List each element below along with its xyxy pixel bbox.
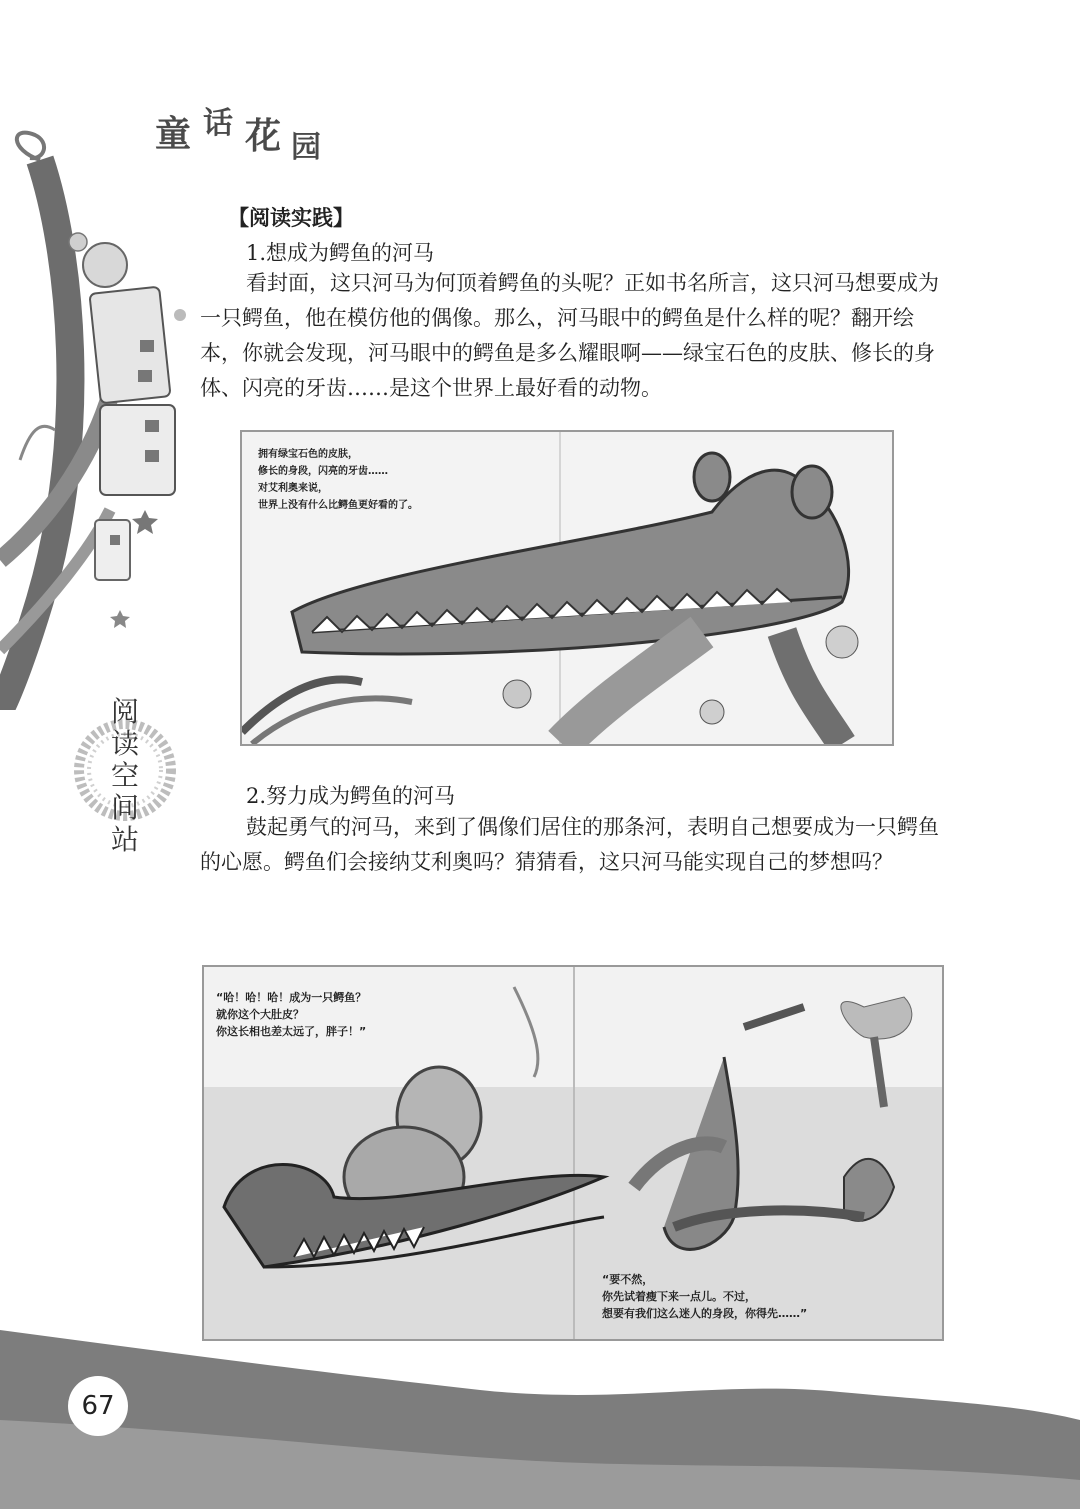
sidebar-label-char: 空: [110, 759, 139, 792]
caption-line: 想要有我们这么迷人的身段，你得先……”: [602, 1307, 808, 1320]
section-label: 【阅读实践】: [228, 206, 354, 230]
sidebar-label-char: 阅: [110, 695, 139, 728]
item-title-2: 2.努力成为鳄鱼的河马: [246, 784, 456, 808]
bottom-wave-decoration: [0, 1310, 1080, 1509]
caption-line: “哈！哈！哈！成为一只鳄鱼？: [216, 991, 367, 1004]
caption-line: 修长的身段，闪亮的牙齿……: [258, 466, 388, 477]
hippo-crocodiles-illustration-figure: [202, 965, 944, 1341]
sidebar-label-char: 间: [110, 791, 139, 824]
caption-line: 你这长相也差太远了，胖子！”: [216, 1025, 367, 1038]
header-title-char: 话: [203, 106, 233, 141]
sidebar-label-char: 读: [110, 727, 139, 760]
item-paragraph-2: 鼓起勇气的河马，来到了偶像们居住的那条河，表明自己想要成为一只鳄鱼的心愿。鳄鱼们会接纳艾利奥吗？猜猜看，这只河马能实现自己的梦想吗？: [200, 815, 939, 874]
item-title-1: 1.想成为鳄鱼的河马: [246, 241, 435, 265]
header-title-char: 园: [291, 130, 321, 165]
figure2-caption-left: [216, 989, 366, 1040]
caption-line: 就你这个大肚皮？: [216, 1008, 304, 1021]
caption-line: “要不然，: [602, 1273, 654, 1286]
crocodile-illustration-figure: [240, 430, 894, 746]
sidebar-label-char: 站: [110, 823, 139, 856]
header-title-char: 童: [155, 114, 192, 155]
caption-line: 对艾利奥来说，: [258, 483, 328, 494]
header-title-char: 花: [245, 116, 282, 157]
page-number: 67: [68, 1376, 128, 1436]
caption-line: 世界上没有什么比鳄鱼更好看的了。: [258, 500, 418, 511]
item-paragraph-1: 看封面，这只河马为何顶着鳄鱼的头呢？正如书名所言，这只河马想要成为一只鳄鱼，他在模仿他的偶像。那么，河马眼中的鳄鱼是什么样的呢？翻开绘本，你就会发现，河马眼中的鳄鱼是多么耀眼啊——绿宝石色的皮肤、修长的身体、闪亮的牙齿……是这个世界上最好看的动物。: [200, 271, 939, 400]
sidebar-vertical-label: [70, 690, 180, 856]
vine-houses-illustration: [0, 130, 210, 710]
caption-line: 拥有绿宝石色的皮肤，: [258, 449, 358, 460]
caption-line: 你先试着瘦下来一点儿。不过，: [602, 1290, 756, 1303]
figure1-caption: [258, 446, 418, 514]
